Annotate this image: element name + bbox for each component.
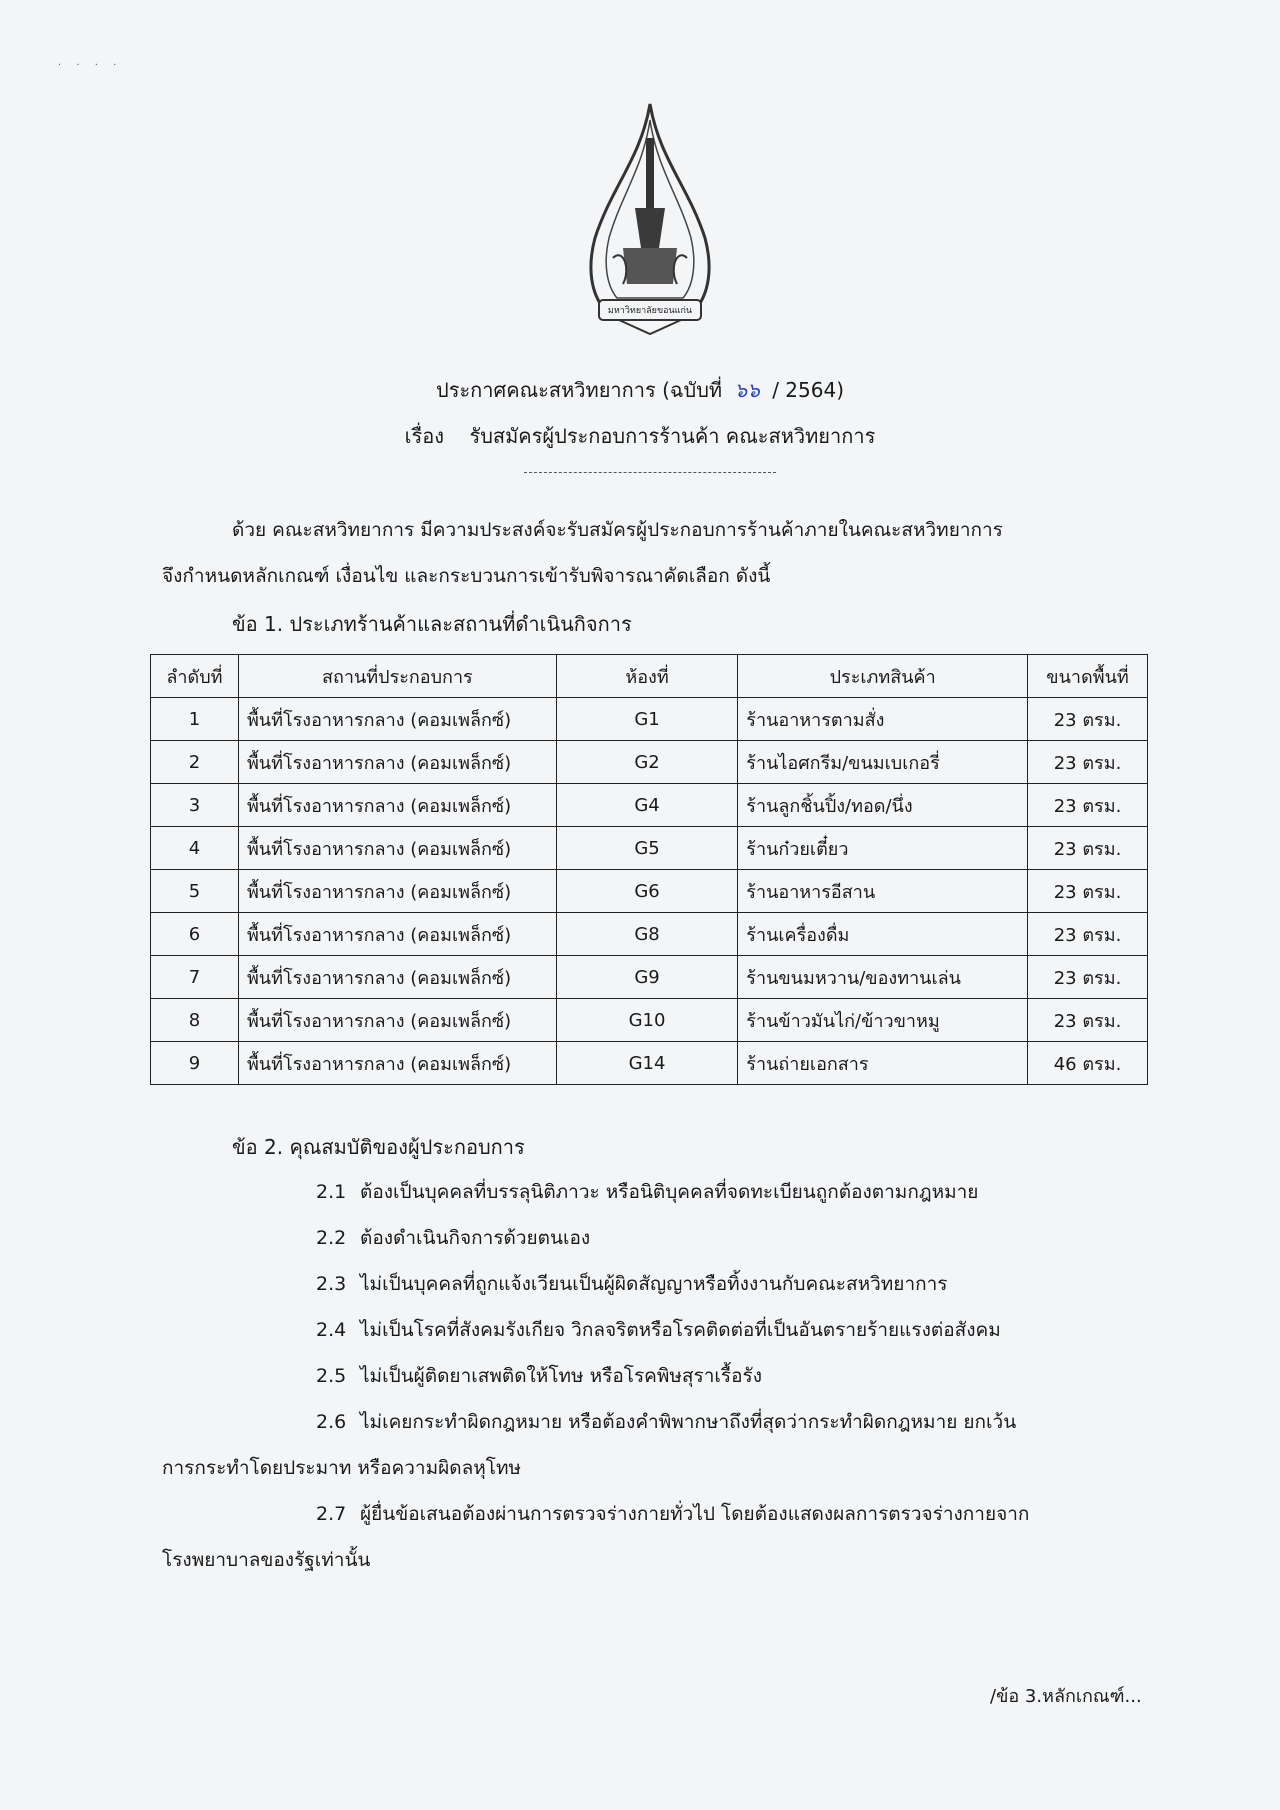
qualification-item: [316, 1177, 978, 1207]
cell-type: ร้านข้าวมันไก่/ข้าวขาหมู: [738, 999, 1028, 1042]
title-divider: [524, 472, 776, 473]
cell-type: ร้านไอศกรีม/ขนมเบเกอรี่: [738, 741, 1028, 784]
qualification-text: ผู้ยื่นข้อเสนอต้องผ่านการตรวจร่างกายทั่วไป โดยต้องแสดงผลการตรวจร่างกายจาก: [360, 1503, 1030, 1525]
section-1-heading: ข้อ 1. ประเภทร้านค้าและสถานที่ดำเนินกิจการ: [232, 612, 632, 636]
cell-location: พื้นที่โรงอาหารกลาง (คอมเพล็กซ์): [238, 999, 556, 1042]
qualification-item: [316, 1223, 590, 1253]
table-header-row: [151, 655, 1148, 698]
qualification-number: 2.2: [316, 1227, 347, 1249]
qualification-number: 2.7: [316, 1503, 347, 1525]
cell-room: G8: [556, 913, 738, 956]
cell-size: 23 ตรม.: [1028, 913, 1148, 956]
cell-location: พื้นที่โรงอาหารกลาง (คอมเพล็กซ์): [238, 784, 556, 827]
cell-size: 23 ตรม.: [1028, 784, 1148, 827]
qualification-number: 2.4: [316, 1319, 347, 1341]
section-2-heading: ข้อ 2. คุณสมบัติของผู้ประกอบการ: [232, 1135, 525, 1159]
col-header-size: ขนาดพื้นที่: [1028, 655, 1148, 698]
cell-no: 9: [151, 1042, 239, 1085]
cell-location: พื้นที่โรงอาหารกลาง (คอมเพล็กซ์): [238, 1042, 556, 1085]
shop-table: [150, 654, 1148, 1085]
announcement-prefix: ประกาศคณะสหวิทยาการ (ฉบับที่: [436, 378, 723, 402]
cell-size: 23 ตรม.: [1028, 827, 1148, 870]
qualification-item: [316, 1315, 1001, 1345]
scan-specks: · · · ·: [58, 60, 123, 71]
university-emblem-icon: [583, 98, 717, 338]
col-header-room: ห้องที่: [556, 655, 738, 698]
cell-type: ร้านอาหารอีสาน: [738, 870, 1028, 913]
qualification-number: 2.5: [316, 1365, 347, 1387]
table-row: [151, 913, 1148, 956]
qualification-item: [316, 1269, 948, 1299]
qualification-item: [316, 1499, 1029, 1529]
col-header-type: ประเภทสินค้า: [738, 655, 1028, 698]
cell-no: 1: [151, 698, 239, 741]
cell-room: G10: [556, 999, 738, 1042]
table-row: [151, 870, 1148, 913]
qualification-text: ไม่เคยกระทำผิดกฎหมาย หรือต้องคำพิพากษาถึงที่สุดว่ากระทำผิดกฎหมาย ยกเว้น: [360, 1411, 1017, 1433]
issue-number: ๖๖: [734, 378, 760, 402]
cell-room: G4: [556, 784, 738, 827]
announcement-title: [0, 374, 1280, 406]
emblem-caption-text: มหาวิทยาลัยขอนแก่น: [607, 306, 693, 316]
table-row: [151, 784, 1148, 827]
cell-size: 23 ตรม.: [1028, 741, 1148, 784]
cell-location: พื้นที่โรงอาหารกลาง (คอมเพล็กซ์): [238, 698, 556, 741]
qualification-item: [316, 1361, 762, 1391]
table-row: [151, 741, 1148, 784]
qualification-text: ต้องเป็นบุคคลที่บรรลุนิติภาวะ หรือนิติบุคคลที่จดทะเบียนถูกต้องตามกฎหมาย: [360, 1181, 979, 1203]
cell-room: G14: [556, 1042, 738, 1085]
announcement-subject: [0, 420, 1280, 452]
next-page-marker: /ข้อ 3.หลักเกณฑ์...: [990, 1686, 1142, 1707]
cell-type: ร้านก๋วยเตี๋ยว: [738, 827, 1028, 870]
table-row: [151, 999, 1148, 1042]
cell-type: ร้านเครื่องดื่ม: [738, 913, 1028, 956]
qualification-text: ไม่เป็นบุคคลที่ถูกแจ้งเวียนเป็นผู้ผิดสัญญาหรือทิ้งงานกับคณะสหวิทยาการ: [360, 1273, 948, 1295]
qualification-text: ไม่เป็นโรคที่สังคมรังเกียจ วิกลจริตหรือโรคติดต่อที่เป็นอันตรายร้ายแรงต่อสังคม: [360, 1319, 1001, 1341]
intro-line-1: ด้วย คณะสหวิทยาการ มีความประสงค์จะรับสมัครผู้ประกอบการร้านค้าภายในคณะสหวิทยาการ: [232, 519, 1003, 541]
qualification-item: [316, 1407, 1016, 1437]
cell-no: 8: [151, 999, 239, 1042]
cell-location: พื้นที่โรงอาหารกลาง (คอมเพล็กซ์): [238, 741, 556, 784]
table-row: [151, 698, 1148, 741]
cell-no: 7: [151, 956, 239, 999]
emblem-caption: [599, 303, 701, 317]
qualification-continuation: โรงพยาบาลของรัฐเท่านั้น: [162, 1549, 371, 1571]
cell-type: ร้านขนมหวาน/ของทานเล่น: [738, 956, 1028, 999]
cell-no: 5: [151, 870, 239, 913]
cell-no: 6: [151, 913, 239, 956]
cell-size: 23 ตรม.: [1028, 698, 1148, 741]
subject-text: รับสมัครผู้ประกอบการร้านค้า คณะสหวิทยาการ: [469, 424, 876, 448]
cell-location: พื้นที่โรงอาหารกลาง (คอมเพล็กซ์): [238, 870, 556, 913]
cell-no: 4: [151, 827, 239, 870]
cell-no: 2: [151, 741, 239, 784]
cell-room: G5: [556, 827, 738, 870]
cell-room: G1: [556, 698, 738, 741]
subject-label: เรื่อง: [404, 424, 445, 448]
col-header-location: สถานที่ประกอบการ: [238, 655, 556, 698]
cell-room: G6: [556, 870, 738, 913]
qualification-text: ไม่เป็นผู้ติดยาเสพติดให้โทษ หรือโรคพิษสุราเรื้อรัง: [360, 1365, 762, 1387]
intro-line-2: จึงกำหนดหลักเกณฑ์ เงื่อนไข และกระบวนการเข้ารับพิจารณาคัดเลือก ดังนี้: [162, 565, 771, 587]
cell-location: พื้นที่โรงอาหารกลาง (คอมเพล็กซ์): [238, 956, 556, 999]
col-header-no: ลำดับที่: [151, 655, 239, 698]
cell-size: 23 ตรม.: [1028, 999, 1148, 1042]
table-row: [151, 956, 1148, 999]
cell-type: ร้านลูกชิ้นปิ้ง/ทอด/นึ่ง: [738, 784, 1028, 827]
cell-size: 23 ตรม.: [1028, 870, 1148, 913]
cell-location: พื้นที่โรงอาหารกลาง (คอมเพล็กซ์): [238, 827, 556, 870]
cell-room: G9: [556, 956, 738, 999]
table-row: [151, 1042, 1148, 1085]
cell-size: 23 ตรม.: [1028, 956, 1148, 999]
table-row: [151, 827, 1148, 870]
qualification-number: 2.6: [316, 1411, 347, 1433]
cell-type: ร้านถ่ายเอกสาร: [738, 1042, 1028, 1085]
qualification-continuation: การกระทำโดยประมาท หรือความผิดลหุโทษ: [162, 1457, 521, 1479]
cell-type: ร้านอาหารตามสั่ง: [738, 698, 1028, 741]
cell-location: พื้นที่โรงอาหารกลาง (คอมเพล็กซ์): [238, 913, 556, 956]
cell-size: 46 ตรม.: [1028, 1042, 1148, 1085]
announcement-suffix: / 2564): [772, 378, 844, 402]
qualification-number: 2.3: [316, 1273, 347, 1295]
qualification-number: 2.1: [316, 1181, 347, 1203]
cell-no: 3: [151, 784, 239, 827]
cell-room: G2: [556, 741, 738, 784]
qualification-text: ต้องดำเนินกิจการด้วยตนเอง: [360, 1227, 591, 1249]
